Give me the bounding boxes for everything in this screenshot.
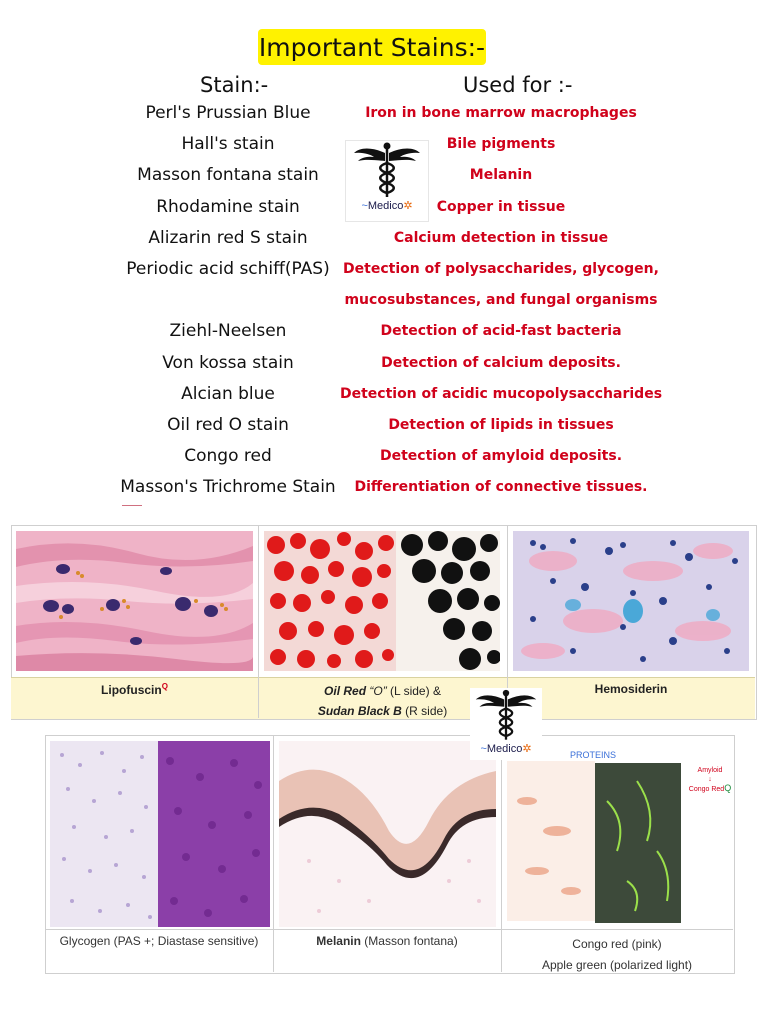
congo-red-caption: Congo red (pink) Apple green (polarized light) xyxy=(541,937,693,972)
used-for-column-header: Used for :- xyxy=(463,73,573,97)
stain-name: Masson fontana stain xyxy=(137,165,319,185)
glycogen-image xyxy=(50,741,270,927)
stain-column-header: Stain:- xyxy=(200,73,269,97)
stain-use: Iron in bone marrow macrophages xyxy=(365,105,637,121)
stain-use: Detection of acid-fast bacteria xyxy=(380,323,622,339)
melanin-image xyxy=(279,741,496,927)
stain-name: Hall's stain xyxy=(181,134,275,154)
oil-red-caption: Oil Red “O” (L side) & Sudan Black B (R side) xyxy=(317,684,448,718)
stain-use: Detection of acidic mucopolysaccharides xyxy=(339,386,663,402)
stain-name: Alizarin red S stain xyxy=(148,228,308,248)
caduceus-icon xyxy=(474,688,538,742)
stain-name: Masson's Trichrome Stain xyxy=(120,477,336,497)
stain-name: Perl's Prussian Blue xyxy=(145,103,311,123)
stain-use: Differentiation of connective tissues. xyxy=(354,479,648,495)
divider xyxy=(45,929,733,930)
divider xyxy=(122,505,142,506)
logo-label: ~Medico✲ xyxy=(361,200,413,212)
lipofuscin-caption: Lipofuscin$^Q$ xyxy=(101,682,168,697)
stain-use: mucosubstances, and fungal organisms xyxy=(344,292,658,308)
stain-name: Rhodamine stain xyxy=(156,197,300,217)
amyloid-annotation: Amyloid ↓ Congo RedQ xyxy=(688,767,732,793)
stain-name: Oil red O stain xyxy=(167,415,289,435)
caduceus-icon xyxy=(352,141,422,199)
melanin-caption: Melanin (Masson fontana) xyxy=(316,934,458,948)
stain-use: Detection of polysaccharides, glycogen, xyxy=(343,261,659,277)
stain-name: Congo red xyxy=(184,446,272,466)
hemosiderin-image xyxy=(513,531,749,671)
stain-use: Detection of lipids in tissues xyxy=(388,417,614,433)
stain-name: Ziehl-Neelsen xyxy=(169,321,287,341)
hemosiderin-caption: Hemosiderin xyxy=(594,682,668,696)
logo-label: ~Medico✲ xyxy=(480,743,532,755)
title-banner xyxy=(258,29,486,65)
oil-red-sudan-black-image xyxy=(264,531,500,671)
stain-use: Copper in tissue xyxy=(436,199,566,215)
stain-use: Bile pigments xyxy=(446,136,556,152)
page-title: Important Stains:- xyxy=(258,32,486,62)
stain-use: Detection of amyloid deposits. xyxy=(379,448,623,464)
stain-name: Von kossa stain xyxy=(162,353,294,373)
glycogen-caption: Glycogen (PAS +; Diastase sensitive) xyxy=(59,934,259,948)
medico-logo-2 xyxy=(470,688,542,760)
stain-name: Alcian blue xyxy=(181,384,275,404)
medico-logo xyxy=(345,140,429,222)
stain-use: Detection of calcium deposits. xyxy=(381,355,621,371)
stain-use: Calcium detection in tissue xyxy=(393,230,609,246)
stain-name: Periodic acid schiff(PAS) xyxy=(126,259,330,279)
stain-use: Melanin xyxy=(469,167,533,183)
proteins-label: PROTEINS xyxy=(570,750,617,760)
lipofuscin-image xyxy=(16,531,253,671)
